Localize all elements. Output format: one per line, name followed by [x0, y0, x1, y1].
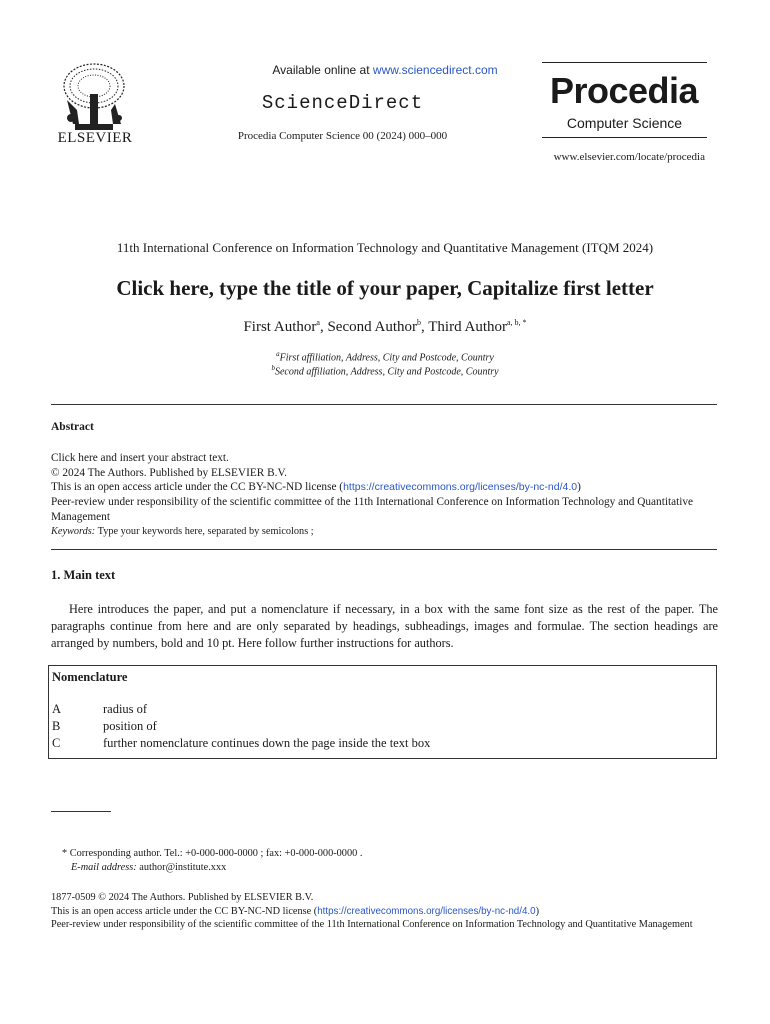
- divider-top: [51, 404, 717, 405]
- email-line: E-mail address: author@institute.xxx: [71, 862, 227, 873]
- keywords: Keywords: Type your keywords here, separated by semicolons ;: [51, 525, 314, 537]
- author-1: First Author: [243, 319, 317, 335]
- procedia-title: Procedia: [549, 70, 699, 111]
- affiliation-1: $^a$First affiliation, Address, City and Postcode, Country: [276, 350, 494, 364]
- abstract-copyright: © 2024 The Authors. Published by ELSEVIER B.V.: [51, 466, 287, 479]
- paper-title[interactable]: Click here, type the title of your paper, Capitalize first letter: [116, 276, 654, 300]
- divider-bottom: [51, 549, 717, 550]
- nomenclature-row: C: [52, 736, 61, 750]
- abstract-heading: Abstract: [51, 421, 94, 433]
- section-heading: 1. Main text: [51, 568, 116, 582]
- footer-license-link[interactable]: https://creativecommons.org/licenses/by-nc-nd/4.0: [317, 905, 536, 917]
- footer-license: This is an open access article under the CC BY-NC-ND license (https://creativecommons.org/licenses/by-nc-nd/4.0): [51, 905, 540, 917]
- available-online-label: Available online at: [272, 63, 373, 77]
- nomenclature-desc: position of: [103, 719, 157, 733]
- journal-url[interactable]: www.elsevier.com/locate/procedia: [553, 151, 705, 163]
- abstract-peer-review: Peer-review under responsibility of the scientific committee of the 11th International Conference on Information Technology and Quantitative Management: [51, 496, 694, 523]
- author-1-sup: a: [316, 318, 320, 327]
- author-3-sup: a, b, *: [507, 318, 527, 327]
- nomenclature-desc: radius of: [103, 702, 148, 716]
- section-paragraph[interactable]: Here introduces the paper, and put a nomenclature if necessary, in a box with the same font size as the rest of the paper. The paragraphs continue from here and are only separated by headings, subheadings, images and formulae. The section headings are arranged by numbers, bold and 10 pt. Here follow further instructions for authors.: [51, 602, 718, 650]
- author-2: Second Author: [327, 319, 418, 335]
- email-address[interactable]: author@institute.xxx: [136, 862, 227, 873]
- sciencedirect-wordmark: ScienceDirect: [261, 92, 424, 114]
- abstract-body: [51, 451, 721, 539]
- abstract-text[interactable]: Click here and insert your abstract text.: [51, 452, 229, 464]
- author-list: First Author$^a$, Second Author$^b$, Third Author$^{a, b, *}$: [243, 318, 527, 335]
- affiliation-2: $^b$Second affiliation, Address, City and Postcode, Country: [271, 364, 499, 378]
- conference-name: 11th International Conference on Information Technology and Quantitative Management (ITQM 2024): [116, 240, 654, 255]
- sciencedirect-link[interactable]: www.sciencedirect.com: [372, 63, 498, 77]
- nomenclature-box: [48, 665, 717, 759]
- footnote-rule: [51, 811, 111, 812]
- footer-peer-review: Peer-review under responsibility of the scientific committee of the 11th International Conference on Information Technology and Quantitative Management: [51, 919, 693, 930]
- procedia-logo: [542, 62, 707, 140]
- footer: [51, 891, 721, 932]
- nomenclature-desc: further nomenclature continues down the page inside the text box: [103, 736, 431, 750]
- corresponding-author: * Corresponding author. Tel.: +0-000-000-0000 ; fax: +0-000-000-0000 .: [62, 848, 363, 859]
- elsevier-wordmark: ELSEVIER: [57, 130, 133, 146]
- author-3: Third Author: [428, 319, 507, 335]
- abstract-license: This is an open access article under the CC BY-NC-ND license (https://creativecommons.org/licenses/by-nc-nd/4.0): [51, 481, 581, 494]
- nomenclature-heading: Nomenclature: [52, 670, 128, 684]
- nomenclature-row: A: [52, 702, 62, 716]
- journal-reference: Procedia Computer Science 00 (2024) 000–000: [237, 130, 448, 142]
- author-2-sup: b: [417, 318, 422, 327]
- abstract-license-link[interactable]: https://creativecommons.org/licenses/by-nc-nd/4.0: [343, 481, 578, 494]
- procedia-subtitle: Computer Science: [566, 115, 683, 131]
- footer-issn: 1877-0509 © 2024 The Authors. Published by ELSEVIER B.V.: [51, 892, 314, 903]
- nomenclature-row: B: [52, 719, 61, 733]
